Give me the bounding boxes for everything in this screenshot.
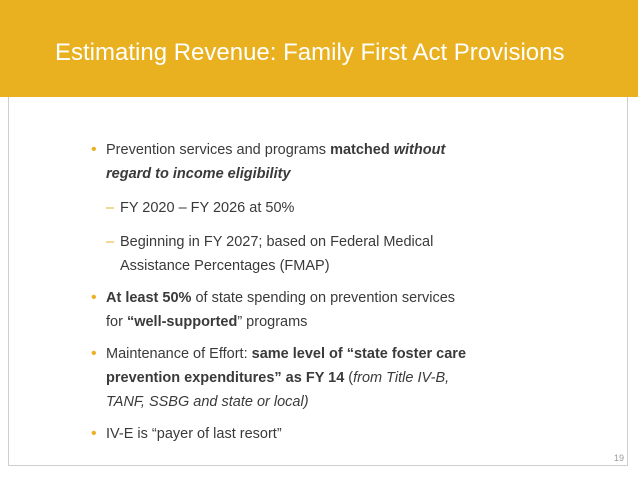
bold-text: “well-supported: [126, 314, 238, 330]
bullet-icon: •: [91, 289, 97, 306]
italic-text: TANF, SSBG and state or local): [106, 394, 309, 410]
sub-bullet-fy2020: [78, 196, 548, 220]
slide-title: Estimating Revenue: Family First Act Provisions: [55, 39, 565, 66]
italic-text: from Title IV-B,: [353, 370, 450, 386]
sub-bullet-text: Assistance Percentages (FMAP): [120, 258, 330, 274]
bold-text: At least 50%: [106, 290, 192, 306]
dash-icon: –: [106, 200, 115, 216]
bullet-maintenance-of-effort: [78, 342, 548, 414]
sub-bullet-text: FY 2020 – FY 2026 at 50%: [120, 200, 295, 216]
bold-italic-text: regard to income eligibility: [106, 166, 291, 182]
bullet-icon: •: [91, 141, 97, 158]
bullet-text: of state spending on prevention services: [191, 290, 456, 306]
bullet-state-spending: [78, 286, 548, 334]
bold-text: matched: [330, 142, 394, 158]
bullet-icon: •: [91, 345, 97, 362]
page-number: 19: [613, 453, 624, 463]
bullet-text: IV-E is “payer of last resort”: [106, 426, 282, 442]
bullet-text: Prevention services and programs: [106, 142, 331, 158]
sub-bullet-text: Beginning in FY 2027; based on Federal Medical: [120, 234, 434, 250]
bullet-text: ” programs: [237, 314, 308, 330]
title-banner: [0, 0, 638, 97]
bold-italic-text: without: [393, 142, 446, 158]
bullet-text: (: [344, 370, 354, 386]
bullet-text: Maintenance of Effort:: [106, 346, 252, 362]
bullet-icon: •: [91, 425, 97, 442]
bullet-prevention-services: [78, 138, 548, 186]
bold-text: same level of “state foster care: [251, 346, 467, 362]
dash-icon: –: [106, 234, 115, 250]
bullet-list: [78, 138, 548, 446]
bullet-text: for: [106, 314, 127, 330]
bold-text: prevention expenditures” as FY 14: [106, 370, 345, 386]
sub-bullet-fy2027: [78, 230, 548, 278]
bullet-payer-of-last-resort: [78, 422, 548, 446]
